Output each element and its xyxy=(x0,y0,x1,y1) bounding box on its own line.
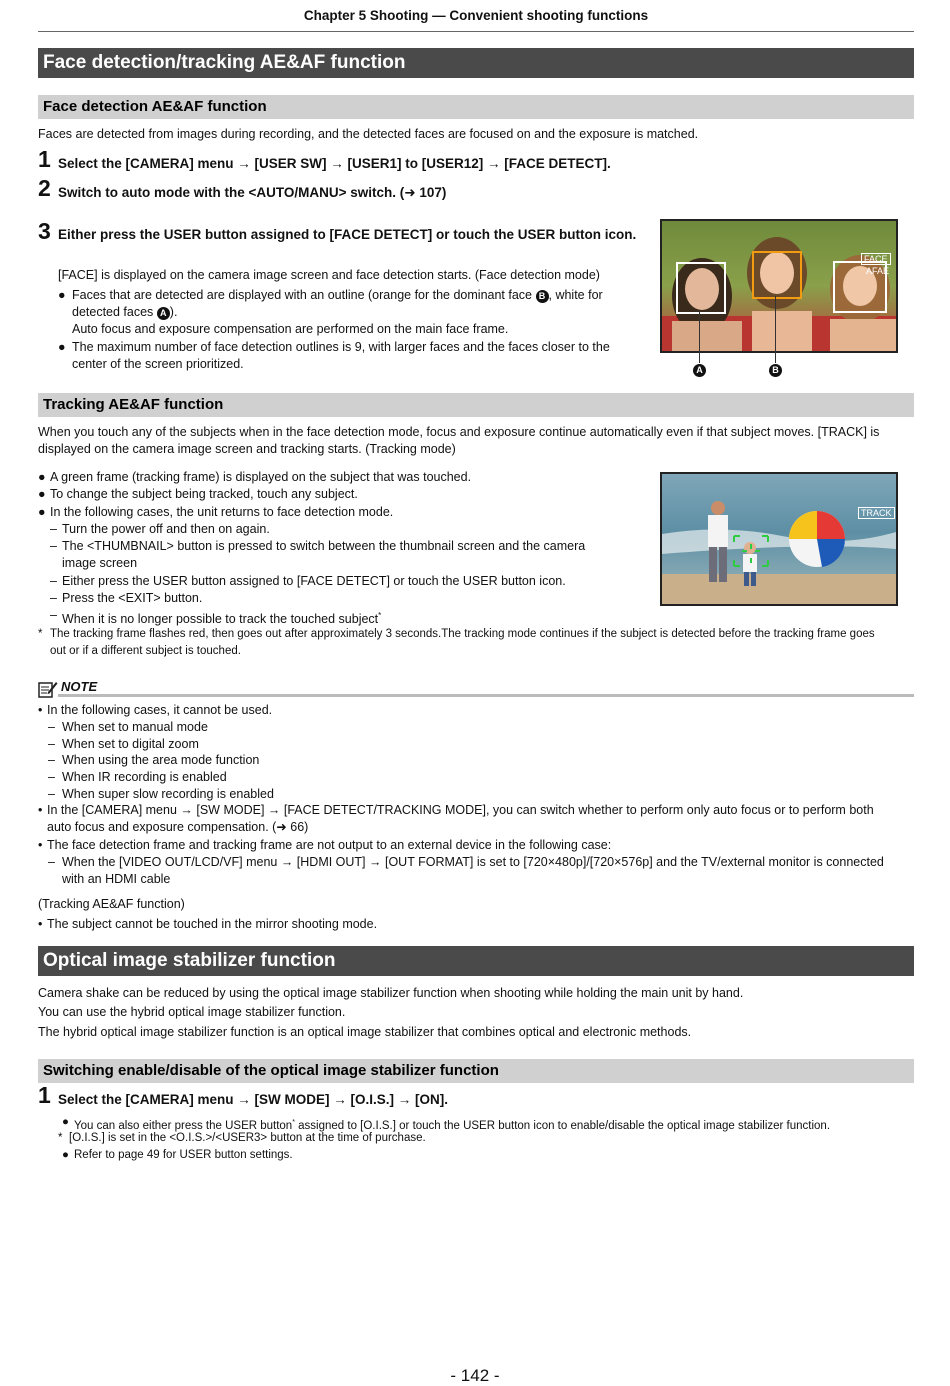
bullet-glyph: ● xyxy=(58,340,66,354)
dash-glyph: – xyxy=(50,591,57,605)
tracking-footnote-line-2: out or if a different subject is touched. xyxy=(50,645,241,657)
dash-glyph: – xyxy=(50,574,57,588)
ois-step-1 xyxy=(38,1083,51,1107)
leader-line-a xyxy=(699,311,700,363)
note-divider xyxy=(58,694,914,697)
marker-b-wrapper xyxy=(769,362,782,377)
marker-a-wrapper xyxy=(693,362,706,377)
dash-glyph: – xyxy=(48,787,55,801)
tracking-case-4: Press the <EXIT> button. xyxy=(62,591,203,605)
bullet-text: Faces that are detected are displayed with an outline (orange for the dominant face xyxy=(72,288,533,302)
ois-paragraph-3: The hybrid optical image stabilizer function is an optical image stabilizer that combines optical and electronic methods. xyxy=(38,1025,692,1039)
dash-glyph: – xyxy=(48,720,55,734)
dash-glyph: – xyxy=(50,522,57,536)
dash-glyph: – xyxy=(50,539,57,553)
step-3-text: Either press the USER button assigned to [FACE DETECT] or touch the USER button icon. xyxy=(58,227,637,242)
osd-track-indicator: TRACK xyxy=(858,507,895,519)
tracking-footnote-line-1: The tracking frame flashes red, then goes out after approximately 3 seconds.The tracking mode continues if the subject is detected before the tracking frame goes xyxy=(50,628,875,640)
bullet-glyph: ● xyxy=(38,505,46,519)
marker-b: B xyxy=(536,290,549,303)
note-icon xyxy=(38,680,58,698)
step-1-text: Select the [CAMERA] menu → [USER SW] → [USER1] to [USER12] → [FACE DETECT]. xyxy=(58,156,611,171)
note-item-1-case-3: When using the area mode function xyxy=(62,753,260,767)
note-item-1-case-4: When IR recording is enabled xyxy=(62,770,227,784)
note-subheading-tracking: (Tracking AE&AF function) xyxy=(38,897,185,911)
ois-step-1-text: Select the [CAMERA] menu → [SW MODE] → [O.I.S.] → [ON]. xyxy=(58,1092,449,1107)
header-divider xyxy=(38,31,914,32)
bullet-glyph: ● xyxy=(62,1149,69,1161)
bullet-glyph: ● xyxy=(38,487,46,501)
marker-a: A xyxy=(157,307,170,320)
tracking-bullet-3: In the following cases, the unit returns to face detection mode. xyxy=(50,505,394,519)
dot-glyph: • xyxy=(38,703,43,717)
tracking-illustration xyxy=(662,474,896,604)
step-number: 3 xyxy=(38,218,51,244)
note-item-1-case-1: When set to manual mode xyxy=(62,720,208,734)
tracking-case-1: Turn the power off and then on again. xyxy=(62,522,270,536)
dot-glyph: • xyxy=(38,917,43,931)
osd-afae-indicator: AFAE xyxy=(866,266,890,276)
step-3-description: [FACE] is displayed on the camera image screen and face detection starts. (Face detection mode) xyxy=(58,268,600,282)
bullet-text: You can also either press the USER button xyxy=(74,1119,293,1132)
note-item-2-line-1: In the [CAMERA] menu → [SW MODE] → [FACE DETECT/TRACKING MODE], you can switch whether to perform only auto focus or to perform both xyxy=(47,803,874,817)
note-item-1-case-5: When super slow recording is enabled xyxy=(62,787,274,801)
tracking-image xyxy=(660,472,898,606)
leader-line-b xyxy=(775,296,776,363)
footnote-mark: * xyxy=(58,1132,63,1144)
tracking-case-2-line-1: The <THUMBNAIL> button is pressed to switch between the thumbnail screen and the camera xyxy=(62,539,586,553)
dash-glyph: – xyxy=(48,753,55,767)
footnote-mark: * xyxy=(38,628,43,640)
face-bullet-1-line-2 xyxy=(72,304,177,321)
marker-a: A xyxy=(693,364,706,377)
footnote-mark: * xyxy=(378,611,382,620)
chapter-header: Chapter 5 Shooting — Convenient shooting functions xyxy=(303,8,649,23)
ois-footnote: [O.I.S.] is set in the <O.I.S.>/<USER3> button at the time of purchase. xyxy=(69,1132,426,1144)
case-text: When it is no longer possible to track the touched subject xyxy=(62,612,379,627)
note-item-2-line-2: auto focus and exposure compensation. (➜ 66) xyxy=(47,820,309,834)
footnote-mark: * xyxy=(292,1119,295,1126)
section-title-face-tracking: Face detection/tracking AE&AF function xyxy=(38,48,914,78)
subsection-title-face-detection: Face detection AE&AF function xyxy=(38,95,914,119)
bullet-text: ). xyxy=(169,305,178,319)
ois-paragraph-2: You can use the hybrid optical image stabilizer function. xyxy=(38,1005,346,1019)
section-title-ois: Optical image stabilizer function xyxy=(38,946,914,976)
tracking-bullet-1: A green frame (tracking frame) is displayed on the subject that was touched. xyxy=(50,470,472,484)
step-3 xyxy=(38,219,51,243)
step-number: 1 xyxy=(38,1082,51,1108)
bullet-glyph: ● xyxy=(38,470,46,484)
face-intro: Faces are detected from images during recording, and the detected faces are focused on and the exposure is matched. xyxy=(38,127,699,141)
bullet-text: , white for xyxy=(548,288,603,302)
note-label: NOTE xyxy=(61,679,98,694)
note-item-4: The subject cannot be touched in the mirror shooting mode. xyxy=(47,917,378,931)
dot-glyph: • xyxy=(38,803,43,817)
bullet-glyph: ● xyxy=(62,1116,69,1128)
step-1 xyxy=(38,147,51,171)
bullet-text: assigned to [O.I.S.] or touch the USER button icon to enable/disable the optical image stabilizer function. xyxy=(294,1119,831,1132)
face-bullet-1-line-1 xyxy=(72,287,603,304)
face-detection-image xyxy=(660,219,898,353)
tracking-case-3: Either press the USER button assigned to [FACE DETECT] or touch the USER button icon. xyxy=(62,574,566,588)
step-2 xyxy=(38,176,51,200)
face-bullet-1-line-3: Auto focus and exposure compensation are performed on the main face frame. xyxy=(72,322,509,336)
note-item-3-case-1-line-2: with an HDMI cable xyxy=(62,872,171,886)
ois-paragraph-1: Camera shake can be reduced by using the optical image stabilizer function when shooting while holding the main unit by hand. xyxy=(38,986,744,1000)
osd-face-indicator: FACE xyxy=(861,253,891,265)
face-detection-illustration xyxy=(662,221,896,351)
dash-glyph: – xyxy=(48,770,55,784)
subsection-title-ois-switch: Switching enable/disable of the optical image stabilizer function xyxy=(38,1059,914,1083)
dot-glyph: • xyxy=(38,838,43,852)
bullet-glyph: ● xyxy=(58,288,66,302)
note-item-1-case-2: When set to digital zoom xyxy=(62,737,199,751)
dash-glyph: – xyxy=(50,608,57,622)
page-number: - 142 - xyxy=(450,1366,500,1385)
ois-bullet-2: Refer to page 49 for USER button settings. xyxy=(74,1149,293,1161)
tracking-intro-line-1: When you touch any of the subjects when in the face detection mode, focus and exposure continue automatically even if that subject moves. [TRACK] is xyxy=(38,425,880,439)
dash-glyph: – xyxy=(48,855,55,869)
tracking-case-2-line-2: image screen xyxy=(62,556,138,570)
bullet-text: detected faces xyxy=(72,305,154,319)
step-number: 2 xyxy=(38,175,51,201)
face-bullet-2-line-2: center of the screen prioritized. xyxy=(72,357,244,371)
tracking-intro-line-2: displayed on the camera image screen and tracking starts. (Tracking mode) xyxy=(38,442,456,456)
note-item-1: In the following cases, it cannot be used. xyxy=(47,703,273,717)
step-number: 1 xyxy=(38,146,51,172)
subsection-title-tracking: Tracking AE&AF function xyxy=(38,393,914,417)
marker-b: B xyxy=(769,364,782,377)
note-item-3-case-1-line-1: When the [VIDEO OUT/LCD/VF] menu → [HDMI OUT] → [OUT FORMAT] is set to [720×480p]/[720×576p] and the TV/external monitor is connected xyxy=(62,855,884,869)
tracking-case-5 xyxy=(62,607,381,628)
face-bullet-2-line-1: The maximum number of face detection outlines is 9, with larger faces and the faces closer to the xyxy=(72,340,610,354)
dash-glyph: – xyxy=(48,737,55,751)
step-2-text: Switch to auto mode with the <AUTO/MANU> switch. (➜ 107) xyxy=(58,185,447,200)
note-item-3: The face detection frame and tracking frame are not output to an external device in the following case: xyxy=(47,838,612,852)
tracking-bullet-2: To change the subject being tracked, touch any subject. xyxy=(50,487,358,501)
